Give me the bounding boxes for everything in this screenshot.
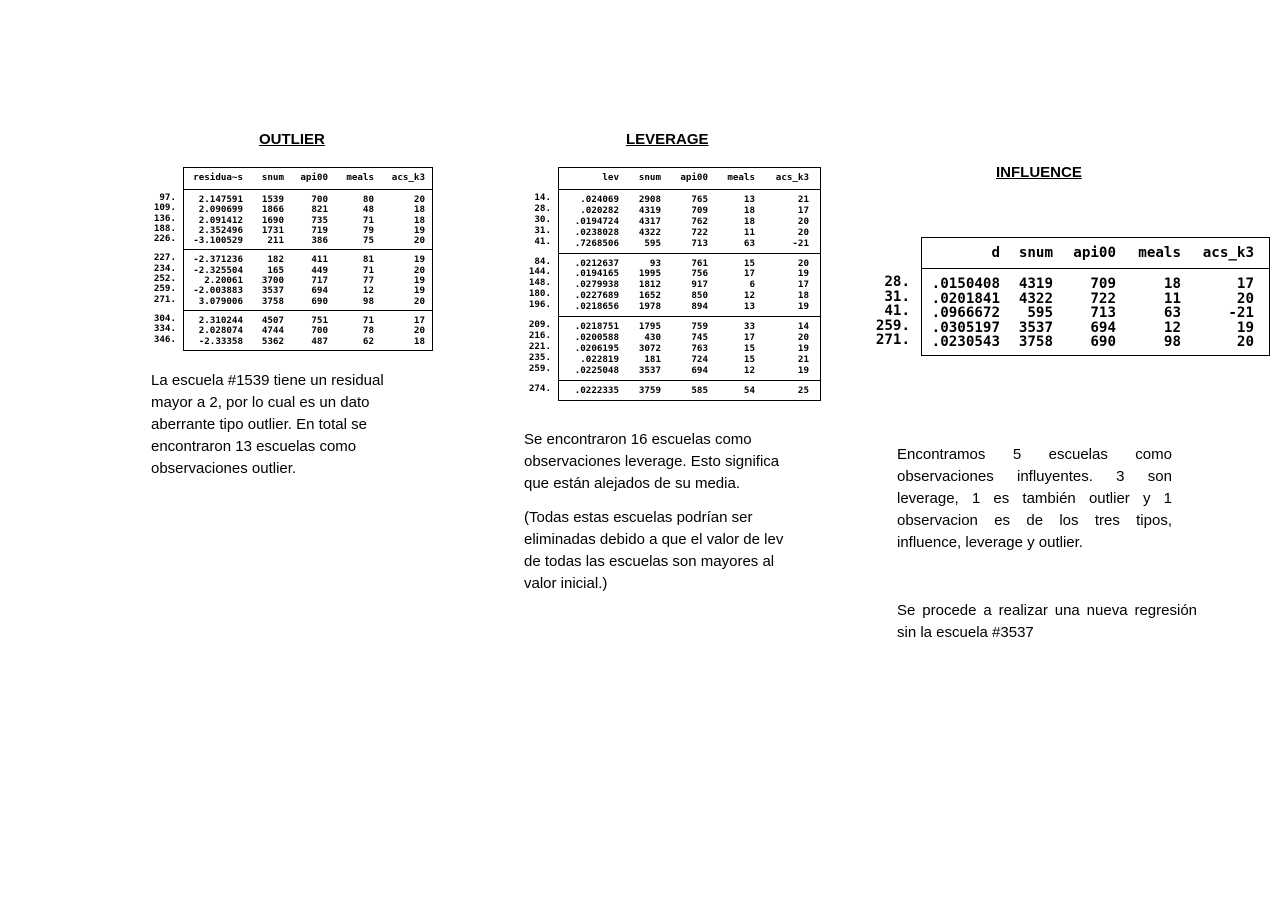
table-cell: 71 — [362, 264, 374, 276]
table-header — [922, 238, 1269, 269]
table-cell: 1812 — [638, 279, 661, 291]
table-cell: .0230543 — [931, 334, 1000, 351]
table-cell: 15 — [743, 257, 755, 269]
table-cell: 71 — [362, 214, 374, 226]
table-cell: 694 — [691, 364, 708, 376]
table-cell: .0206195 — [574, 342, 619, 354]
row-index: 84. — [534, 255, 551, 267]
table-cell: 19 — [413, 254, 425, 266]
row-index-column — [520, 193, 551, 395]
table-cell: 3758 — [261, 295, 284, 307]
table-cell: 386 — [311, 235, 328, 247]
table-cell: 487 — [311, 335, 328, 347]
row-index: 209. — [528, 319, 551, 331]
table-cell: 2.352496 — [198, 224, 243, 236]
column-header: api00 — [300, 172, 328, 184]
table-cell: 20 — [1236, 290, 1254, 307]
table-cell: 79 — [362, 224, 374, 236]
row-index: 271. — [875, 332, 910, 349]
row-index: 235. — [528, 351, 551, 363]
table-cell: 13 — [743, 194, 755, 205]
row-index: 259. — [875, 317, 910, 334]
table-cell: 18 — [413, 335, 425, 347]
table-cell: 430 — [644, 331, 661, 343]
table-cell: .0200588 — [574, 331, 619, 343]
table-box — [183, 167, 433, 351]
table-cell: 3537 — [638, 364, 661, 376]
table-cell: 17 — [1236, 276, 1254, 292]
table-cell: 1652 — [638, 290, 661, 302]
table-cell: 81 — [362, 254, 374, 266]
table-cell: 19 — [413, 285, 425, 297]
table-cell: 735 — [311, 214, 328, 226]
row-group — [559, 253, 820, 317]
table-cell: 722 — [691, 226, 708, 238]
table-cell: 4322 — [1018, 290, 1053, 307]
table-cell: .024069 — [580, 194, 619, 205]
row-index: 221. — [528, 340, 551, 352]
table-header — [184, 168, 432, 190]
table-cell: 713 — [1090, 305, 1116, 322]
table-cell: 709 — [1090, 276, 1116, 292]
row-index: 148. — [528, 277, 551, 289]
row-group — [559, 190, 820, 253]
table-cell: 3700 — [261, 275, 284, 287]
table-cell: 700 — [311, 325, 328, 337]
table-cell: 1731 — [261, 224, 284, 236]
column-header: meals — [727, 172, 755, 184]
table-cell: 1978 — [638, 301, 661, 313]
table-cell: 33 — [743, 321, 755, 333]
row-index: 196. — [528, 299, 551, 311]
table-cell: .0305197 — [931, 319, 1000, 336]
table-row — [559, 302, 820, 313]
table-cell: 894 — [691, 301, 708, 313]
row-index: 144. — [528, 266, 551, 278]
table-cell: 20 — [797, 331, 809, 343]
row-index: 259. — [528, 362, 551, 374]
table-cell: 19 — [413, 275, 425, 287]
table-cell: 20 — [413, 235, 425, 247]
column-header: acs_k3 — [775, 172, 809, 184]
table-cell: 98 — [362, 295, 374, 307]
table-cell: 762 — [691, 215, 708, 227]
table-cell: 18 — [1163, 276, 1181, 292]
table-cell: .0218751 — [574, 321, 619, 333]
table-cell: 18 — [743, 204, 755, 216]
row-index: 31. — [884, 288, 910, 305]
row-index: 274. — [528, 382, 551, 394]
row-index: 136. — [153, 212, 176, 224]
table-cell: 917 — [691, 279, 708, 291]
table-row — [559, 386, 820, 397]
column-header: snum — [261, 172, 284, 184]
table-cell: 2.091412 — [198, 214, 243, 226]
table-cell: 20 — [413, 194, 425, 205]
table-cell: 11 — [743, 226, 755, 238]
table-cell: 2.028074 — [198, 325, 243, 337]
table-cell: 700 — [311, 194, 328, 205]
column-header: meals — [1138, 244, 1181, 261]
table-cell: 595 — [644, 237, 661, 249]
table-row — [922, 335, 1269, 350]
table-cell: 690 — [1090, 334, 1116, 351]
outlier-text: La escuela #1539 tiene un residual mayor a 2, por lo cual es un dato aberrante tipo outlier. En total se encontraron 13 escuelas como observaciones outlier. — [151, 372, 384, 477]
table-cell: 3537 — [261, 285, 284, 297]
table-cell: 54 — [743, 384, 755, 396]
row-index: 304. — [153, 312, 176, 324]
row-index-column — [868, 275, 910, 348]
row-index: 226. — [153, 233, 176, 245]
table-cell: 20 — [797, 226, 809, 238]
row-index: 252. — [153, 273, 176, 285]
table-cell: 17 — [797, 279, 809, 291]
row-group — [184, 249, 432, 309]
table-cell: .0966672 — [931, 305, 1000, 322]
table-cell: 63 — [1163, 305, 1181, 322]
table-cell: -2.371236 — [193, 254, 243, 266]
table-cell: 724 — [691, 353, 708, 365]
table-cell: 17 — [797, 204, 809, 216]
column-header: d — [991, 244, 1000, 261]
table-cell: 20 — [797, 215, 809, 227]
table-cell: 722 — [1090, 290, 1116, 307]
table-row — [184, 297, 432, 307]
table-cell: 411 — [311, 254, 328, 266]
row-group — [559, 380, 820, 400]
leverage-text-1: Se encontraron 16 escuelas como observaciones leverage. Esto significa que están alejados de su media. — [524, 431, 780, 492]
row-index: 216. — [528, 329, 551, 341]
column-header: meals — [346, 172, 374, 184]
table-cell: .0225048 — [574, 364, 619, 376]
row-group — [559, 316, 820, 380]
table-cell: 4322 — [638, 226, 661, 238]
table-cell: 18 — [413, 204, 425, 216]
column-header: api00 — [1073, 244, 1116, 261]
row-index: 28. — [534, 202, 551, 214]
leverage-text — [524, 429, 792, 595]
table-cell: 3.079006 — [198, 295, 243, 307]
table-cell: .0227689 — [574, 290, 619, 302]
table-cell: 181 — [644, 353, 661, 365]
table-cell: 2.090699 — [198, 204, 243, 216]
table-cell: 21 — [797, 353, 809, 365]
table-cell: 4319 — [1018, 276, 1053, 292]
table-cell: .0218656 — [574, 301, 619, 313]
column-header: residua~s — [193, 172, 243, 184]
table-cell: 19 — [413, 224, 425, 236]
column-header: lev — [602, 172, 619, 184]
table-cell: 756 — [691, 268, 708, 280]
column-header: acs_k3 — [391, 172, 425, 184]
table-cell: 6 — [749, 279, 755, 291]
table-cell: 13 — [743, 301, 755, 313]
table-cell: 211 — [267, 235, 284, 247]
table-cell: 1539 — [261, 194, 284, 205]
row-index: 30. — [534, 213, 551, 225]
table-box — [921, 237, 1270, 356]
table-cell: 719 — [311, 224, 328, 236]
row-index: 259. — [153, 283, 176, 295]
row-group — [184, 310, 432, 350]
row-index: 41. — [884, 303, 910, 320]
table-cell: 63 — [743, 237, 755, 249]
table-cell: 2.20061 — [204, 275, 243, 287]
leverage-text-2: (Todas estas escuelas podrían ser eliminadas debido a que el valor de lev de todas las escuelas son mayores al valor inicial.) — [524, 509, 784, 592]
table-cell: -2.325504 — [193, 264, 243, 276]
row-index: 346. — [153, 333, 176, 345]
table-cell: 19 — [1236, 319, 1254, 336]
table-cell: 694 — [311, 285, 328, 297]
table-cell: .7268506 — [574, 237, 619, 249]
table-cell: .0222335 — [574, 384, 619, 396]
table-cell: 98 — [1163, 334, 1181, 351]
table-cell: 48 — [362, 204, 374, 216]
row-index-column — [145, 193, 176, 345]
table-cell: .0279938 — [574, 279, 619, 291]
table-cell: 1690 — [261, 214, 284, 226]
table-cell: 20 — [413, 295, 425, 307]
row-index: 271. — [153, 293, 176, 305]
table-cell: 20 — [413, 264, 425, 276]
table-cell: 78 — [362, 325, 374, 337]
table-cell: 717 — [311, 275, 328, 287]
table-cell: 17 — [413, 314, 425, 326]
table-row — [922, 321, 1269, 336]
table-cell: 751 — [311, 314, 328, 326]
table-row — [559, 228, 820, 239]
table-cell: 17 — [743, 268, 755, 280]
table-cell: 93 — [649, 257, 661, 269]
table-row — [922, 306, 1269, 321]
table-row — [559, 239, 820, 250]
table-cell: 5362 — [261, 335, 284, 347]
row-index: 41. — [534, 235, 551, 247]
row-index: 227. — [153, 252, 176, 264]
table-cell: 3759 — [638, 384, 661, 396]
table-cell: .0201841 — [931, 290, 1000, 307]
table-cell: 745 — [691, 331, 708, 343]
table-cell: 765 — [691, 194, 708, 205]
table-cell: 19 — [797, 364, 809, 376]
row-index: 180. — [528, 288, 551, 300]
table-cell: 709 — [691, 204, 708, 216]
table-cell: 4507 — [261, 314, 284, 326]
table-cell: -3.100529 — [193, 235, 243, 247]
table-cell: 850 — [691, 290, 708, 302]
row-index: 28. — [884, 274, 910, 290]
table-cell: 75 — [362, 235, 374, 247]
table-cell: 165 — [267, 264, 284, 276]
row-group — [184, 190, 432, 249]
table-cell: .0238028 — [574, 226, 619, 238]
outlier-title: OUTLIER — [259, 131, 325, 148]
table-cell: 12 — [743, 364, 755, 376]
row-index: 334. — [153, 323, 176, 335]
influence-title: INFLUENCE — [996, 164, 1082, 181]
table-cell: 19 — [797, 342, 809, 354]
row-index: 188. — [153, 222, 176, 234]
table-cell: 182 — [267, 254, 284, 266]
table-cell: 18 — [743, 215, 755, 227]
table-cell: 3072 — [638, 342, 661, 354]
table-cell: 1795 — [638, 321, 661, 333]
table-row — [184, 236, 432, 246]
table-row — [184, 337, 432, 347]
table-cell: .020282 — [580, 204, 619, 216]
table-cell: 821 — [311, 204, 328, 216]
table-row — [922, 292, 1269, 307]
table-cell: 12 — [1163, 319, 1181, 336]
table-box — [558, 167, 821, 401]
table-cell: 713 — [691, 237, 708, 249]
table-cell: 77 — [362, 275, 374, 287]
table-cell: 19 — [797, 301, 809, 313]
table-cell: 761 — [691, 257, 708, 269]
table-cell: 12 — [743, 290, 755, 302]
table-cell: -2.33358 — [198, 335, 243, 347]
table-cell: 585 — [691, 384, 708, 396]
table-cell: .0212637 — [574, 257, 619, 269]
table-cell: 2908 — [638, 194, 661, 205]
table-cell: 12 — [362, 285, 374, 297]
table-cell: 18 — [413, 214, 425, 226]
table-cell: 19 — [797, 268, 809, 280]
column-header: acs_k3 — [1202, 244, 1254, 261]
table-cell: 690 — [311, 295, 328, 307]
table-cell: 18 — [797, 290, 809, 302]
table-cell: 3537 — [1018, 319, 1053, 336]
table-cell: 15 — [743, 342, 755, 354]
table-cell: 449 — [311, 264, 328, 276]
table-cell: 3758 — [1018, 334, 1053, 351]
table-cell: 62 — [362, 335, 374, 347]
table-cell: 14 — [797, 321, 809, 333]
table-header — [559, 168, 820, 190]
row-index: 109. — [153, 202, 176, 214]
table-cell: 20 — [1236, 334, 1254, 351]
column-header: snum — [638, 172, 661, 184]
table-cell: 4317 — [638, 215, 661, 227]
table-cell: 21 — [797, 194, 809, 205]
table-cell: .0150408 — [931, 276, 1000, 292]
table-cell: 20 — [413, 325, 425, 337]
row-index: 14. — [534, 192, 551, 203]
table-cell: .022819 — [580, 353, 619, 365]
table-cell: 11 — [1163, 290, 1181, 307]
table-cell: 763 — [691, 342, 708, 354]
influence-text-2: Se procede a realizar una nueva regresión sin la escuela #3537 — [897, 602, 1197, 641]
table-cell: 1995 — [638, 268, 661, 280]
table-row — [922, 277, 1269, 292]
table-cell: .0194165 — [574, 268, 619, 280]
table-cell: 2.310244 — [198, 314, 243, 326]
table-cell: 694 — [1090, 319, 1116, 336]
table-cell: 4744 — [261, 325, 284, 337]
table-cell: 1866 — [261, 204, 284, 216]
table-cell: 4319 — [638, 204, 661, 216]
table-cell: -2.003883 — [193, 285, 243, 297]
table-cell: 15 — [743, 353, 755, 365]
row-index: 97. — [159, 192, 176, 203]
row-index: 31. — [534, 224, 551, 236]
table-cell: -21 — [792, 237, 809, 249]
column-header: snum — [1018, 244, 1053, 261]
table-cell: 80 — [362, 194, 374, 205]
table-cell: 759 — [691, 321, 708, 333]
table-cell: 595 — [1027, 305, 1053, 322]
table-cell: 20 — [797, 257, 809, 269]
table-row — [559, 366, 820, 377]
row-index: 234. — [153, 262, 176, 274]
row-group — [922, 269, 1269, 355]
table-cell: 25 — [797, 384, 809, 396]
table-cell: -21 — [1228, 305, 1254, 322]
table-cell: 17 — [743, 331, 755, 343]
column-header: api00 — [680, 172, 708, 184]
table-cell: 71 — [362, 314, 374, 326]
table-cell: 2.147591 — [198, 194, 243, 205]
table-cell: .0194724 — [574, 215, 619, 227]
influence-text-1: Encontramos 5 escuelas como observaciones influyentes. 3 son leverage, 1 es también outlier y 1 observacion es de los tres tipos, influence, leverage y outlier. — [897, 446, 1172, 551]
leverage-title: LEVERAGE — [626, 131, 709, 148]
